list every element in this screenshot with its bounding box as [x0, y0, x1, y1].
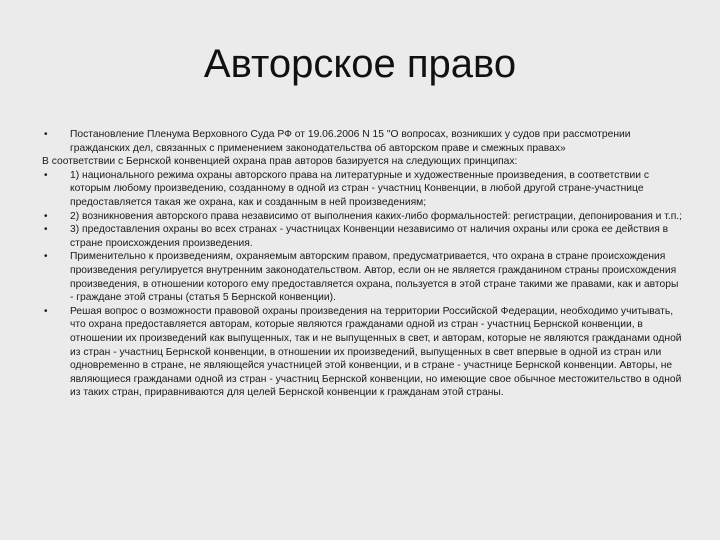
list-item-text: Применительно к произведениям, охраняемым авторским правом, предусматривается, что охрана в стране происхождения произведения регулируется внутренним законодательством. Автор, если он не является гражданином страны происхождения произведения, в отношении которого ему предоставляется охрана, пользуется в этой стране такими же правами, как и авторы - граждане этой страны (статья 5 Бернской конвенции). [70, 251, 679, 304]
bullet-icon: • [44, 224, 48, 236]
intro-line [42, 155, 682, 169]
list-item [42, 305, 682, 400]
list-item [42, 128, 682, 155]
list-item [42, 169, 682, 210]
bullet-icon: • [44, 210, 48, 222]
list-item [42, 223, 682, 250]
bullet-icon: • [44, 305, 48, 317]
list-item-text: 3) предоставления охраны во всех странах - участницах Конвенции независимо от наличия охраны или срока ее действия в стране происхождения произведения. [70, 224, 669, 249]
intro-text: В соответствии с Бернской конвенцией охрана прав авторов базируется на следующих принципах: [42, 156, 518, 168]
list-item-text: 1) национального режима охраны авторского права на литературные и художественные произведения, в соответствии с которым любому произведению, созданному в одной из стран - участниц Конвенции, в любой другой стране-участнице предоставляется такая же охрана, как и созданным в ней произведениям; [70, 169, 650, 208]
slide-title: Авторское право [203, 42, 517, 86]
slide-content [42, 128, 682, 400]
list-item-text: 2) возникновения авторского права независимо от выполнения каких-либо формальностей: регистрации, депонирования и т.п.; [70, 210, 683, 222]
list-item [42, 250, 682, 304]
list-item-text: Постановление Пленума Верховного Суда РФ от 19.06.2006 N 15 "О вопросах, возникших у судов при рассмотрении гражданских дел, связанных с применением законодательства об авторском праве и смежных правах» [70, 129, 631, 154]
list-item [42, 210, 682, 224]
bullet-icon: • [44, 169, 48, 181]
bullet-icon: • [44, 251, 48, 263]
bullet-icon: • [44, 129, 48, 140]
list-item-text: Решая вопрос о возможности правовой охраны произведения на территории Российской Федерации, необходимо учитывать, что охрана предоставляется авторам, которые являются гражданами одной из стран - участниц Бернской конвенции, в отношении их произведений как выпущенных, так и не выпущенных в свет, и авторам, которые не являются гражданами одной из стран - участниц Бернской конвенции, в отношении их произведений, выпущенных в свет впервые в одной из стран или одновременно в стране, не являющейся участницей этой конвенции, и в стране - участнице Бернской конвенции. Авторы, не являющиеся гражданами одной из стран - участниц Бернской конвенции, но имеющие свое обычное местожительство в одной из таких стран, приравниваются для целей Бернской конвенции к гражданам этой страны. [70, 305, 682, 399]
